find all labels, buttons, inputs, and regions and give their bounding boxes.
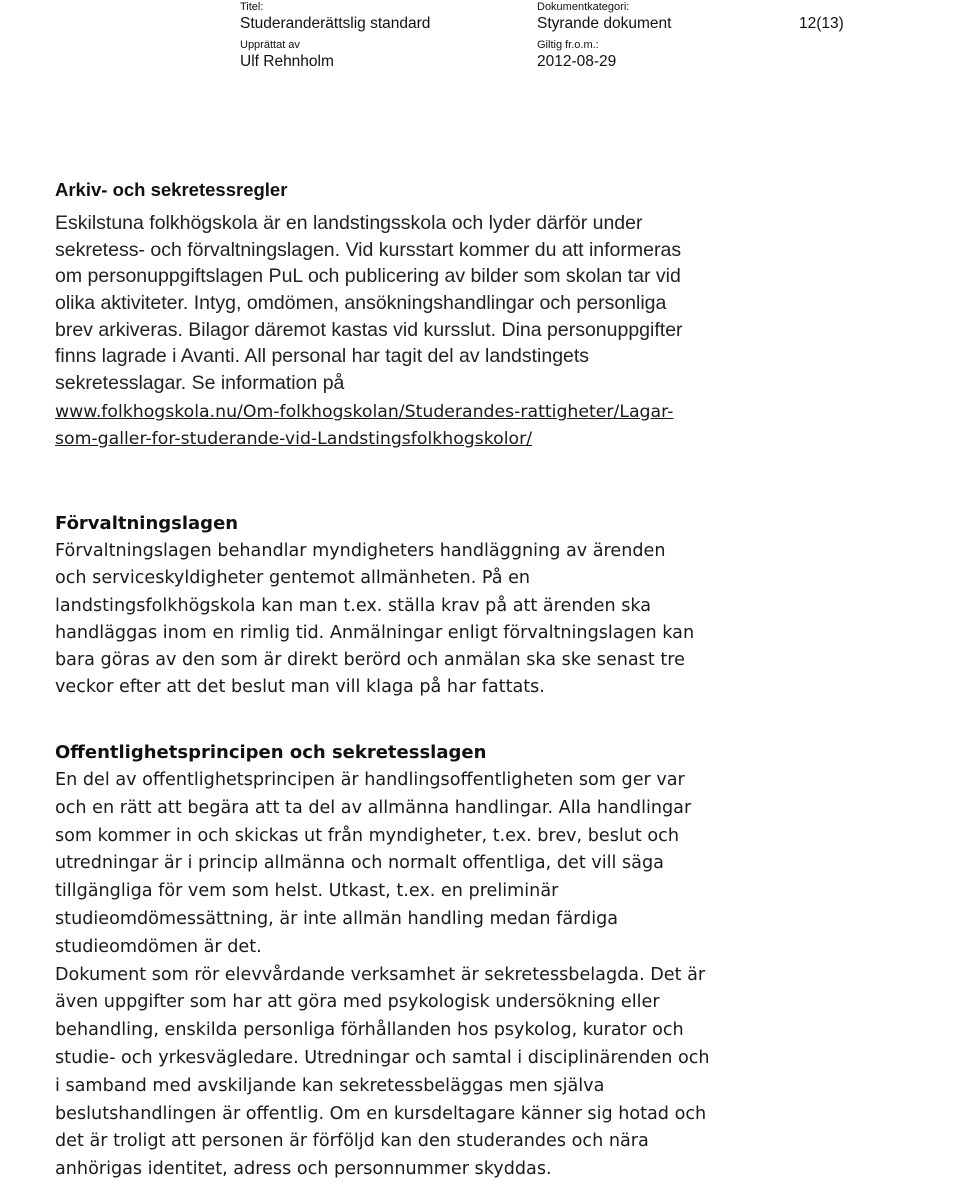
info-link-line[interactable]: www.folkhogskola.nu/Om-folkhogskolan/Studerandes-rattigheter/Lagar- (55, 401, 674, 422)
public-access-heading: Offentlighetsprincipen och sekretesslagen (55, 742, 487, 763)
public-access-line: även uppgifter som har att göra med psykologisk undersökning eller (55, 992, 660, 1013)
archive-line: brev arkiveras. Bilagor däremot kastas vid kursslut. Dina personuppgifter (55, 318, 683, 341)
admin-law-body (55, 538, 875, 702)
title-label: Titel: (240, 1, 264, 13)
info-link-line[interactable]: som-galler-for-studerande-vid-Landstingsfolkhogskolor/ (55, 428, 533, 449)
public-access-line: behandling, enskilda personliga förhållanden hos psykolog, kurator och (55, 1020, 684, 1041)
archive-heading: Arkiv- och sekretessregler (55, 179, 288, 200)
public-access-line: beslutshandlingen är offentlig. Om en kursdeltagare känner sig hotad och (55, 1103, 707, 1124)
author-value: Ulf Rehnholm (240, 53, 334, 70)
public-access-line: En del av offentlighetsprincipen är handlingsoffentligheten som ger var (55, 770, 685, 790)
archive-body (55, 210, 875, 397)
public-access-line: studieomdömen är det. (55, 936, 262, 957)
admin-law-section (55, 510, 875, 702)
public-access-line: Dokument som rör elevvårdande verksamhet är sekretessbelagda. Det är (55, 964, 706, 985)
admin-law-line: veckor efter att det beslut man vill klaga på har fattats. (55, 677, 545, 698)
public-access-body (55, 767, 875, 1184)
public-access-section (55, 739, 875, 1184)
valid-from-value: 2012-08-29 (537, 53, 617, 70)
public-access-line: utredningar är i princip allmänna och normalt offentliga, det vill säga (55, 853, 664, 874)
public-access-line: som kommer in och skickas ut från myndigheter, t.ex. brev, beslut och (55, 825, 680, 846)
archive-line: sekretesslagar. Se information på (55, 372, 345, 395)
archive-line: sekretess- och förvaltningslagen. Vid kursstart kommer du att informeras (55, 238, 682, 261)
admin-law-heading: Förvaltningslagen (55, 513, 239, 534)
admin-law-line: och serviceskyldigheter gentemot allmänheten. På en (55, 568, 531, 589)
archive-line: finns lagrade i Avanti. All personal har tagit del av landstingets (55, 345, 590, 368)
public-access-line: i samband med avskiljande kan sekretessbeläggas men själva (55, 1075, 605, 1096)
author-label: Upprättat av (240, 39, 300, 51)
public-access-line: tillgängliga för vem som helst. Utkast, t.ex. en preliminär (55, 881, 559, 902)
archive-line: Eskilstuna folkhögskola är en landstingsskola och lyder därför under (55, 212, 643, 234)
public-access-line: studie- och yrkesvägledare. Utredningar och samtal i disciplinärenden och (55, 1047, 710, 1068)
public-access-line: anhörigas identitet, adress och personnummer skyddas. (55, 1159, 552, 1180)
valid-from-label: Giltig fr.o.m.: (537, 39, 599, 51)
title-value: Studeranderättslig standard (240, 15, 431, 32)
public-access-line: och en rätt att begära att ta del av allmänna handlingar. Alla handlingar (55, 797, 692, 818)
admin-law-line: bara göras av den som är direkt berörd och anmälan ska ske senast tre (55, 650, 685, 671)
category-label: Dokumentkategori: (537, 1, 630, 13)
admin-law-line: landstingsfolkhögskola kan man t.ex. ställa krav på att ärenden ska (55, 595, 652, 616)
public-access-line: det är troligt att personen är förföljd kan den studerandes och nära (55, 1131, 649, 1152)
archive-line: olika aktiviteter. Intyg, omdömen, ansökningshandlingar och personliga (55, 292, 667, 315)
info-link[interactable] (55, 399, 875, 453)
archive-line: om personuppgiftslagen PuL och publicering av bilder som skolan tar vid (55, 265, 681, 288)
public-access-line: studieomdömessättning, är inte allmän handling medan färdiga (55, 908, 619, 929)
page-number: 12(13) (799, 15, 844, 32)
admin-law-line: handläggas inom en rimlig tid. Anmälningar enligt förvaltningslagen kan (55, 622, 695, 643)
category-value: Styrande dokument (537, 15, 672, 32)
admin-law-line: Förvaltningslagen behandlar myndigheters handläggning av ärenden (55, 541, 666, 561)
document-header (0, 0, 960, 76)
archive-section (55, 176, 875, 453)
